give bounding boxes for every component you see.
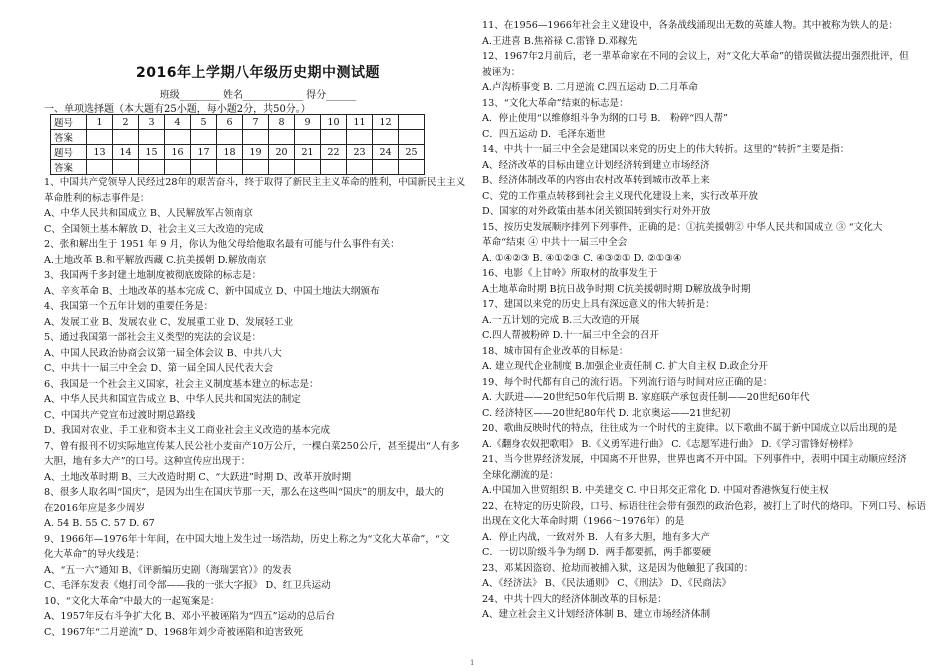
table-cell: 7	[243, 115, 269, 130]
question-line: C、全国领土基本解放 D、社会主义三大改造的完成	[44, 223, 264, 235]
question-line: A. 建立现代企业制度 B.加强企业责任制 C. 扩大自主权 D.政企分开	[482, 361, 769, 372]
table-header-cell: 答案	[51, 130, 87, 145]
question-line: D、国家的对外政策由基本闭关锁国转到实行对外开放	[482, 206, 711, 217]
table-cell: 23	[347, 145, 373, 160]
question-line: A、中国人民政治协商会议第一届全体会议 B、中共八大	[44, 347, 282, 359]
table-cell: 22	[321, 145, 347, 160]
table-cell: 13	[87, 145, 113, 160]
question-line: C、党的工作重点转移到社会主义现代化建设上来，实行改革开放	[482, 190, 758, 202]
question-line: 1、中国共产党领导人民经过28年的艰苦奋斗，终于取得了新民主主义革命的胜利，中国新民主主义	[44, 177, 466, 188]
table-cell: 8	[269, 115, 295, 130]
question-line: 大胆，地有多大产”的口号。这种宣传应出现于：	[44, 456, 251, 467]
question-line: 20、歌曲反映时代的特点，往往成为一个时代的主旋律。以下歌曲不属于新中国成立以后出现的是	[482, 423, 898, 434]
question-line: 9、1966年—1976年十年间，在中国大地上发生过一场浩劫，历史上称之为“文化大革命”，“文	[44, 533, 450, 545]
table-header-cell: 题号	[51, 145, 87, 160]
question-line: 2、张和解出生于 1951 年 9 月，你认为他父母给他取名最有可能与什么事件有关：	[44, 239, 400, 250]
question-line: 全球化潮流的是：	[482, 469, 559, 481]
table-cell: 18	[217, 145, 243, 160]
table-cell: 17	[191, 145, 217, 160]
question-line: A.卢沟桥事变 B. 二月逆流 C.四五运动 D.二月革命	[482, 82, 698, 93]
question-line: 22、在特定的历史阶段，口号、标语往往会带有强烈的政治色彩，被打上了时代的烙印。下列口号、标语	[482, 500, 926, 512]
question-line: A. 54 B. 55 C. 57 D. 67	[44, 518, 155, 529]
question-line: 21、当今世界经济发展，中国离不开世界，世界也离不开中国。下列事件中，表明中国主动顺应经济	[482, 454, 907, 465]
table-cell: 25	[399, 145, 425, 160]
question-line: A．停止使用“以维修组斗争为纲的口号 B． 粉碎“四人帮”	[482, 113, 728, 124]
question-line: A、建立社会主义计划经济体制 B、建立市场经济体制	[482, 609, 711, 620]
table-row	[51, 115, 425, 130]
question-line: 12、1967年2月前后，老一辈革命家在不同的会议上，对“文化大革命”的错误做法提出强烈批评，但	[482, 51, 909, 62]
question-line: 15、按历史发展顺序排列下列事件，正确的是：①抗美援朝② 中华人民共和国成立 ③ “文化大	[482, 221, 883, 233]
question-line: A、《经济法》 B、《民法通则》 C、《刑法》 D、《民商法》	[482, 578, 732, 589]
question-line: A、土地改革时期 B、三大改造时期 C、“大跃进”时期 D、改革开放时期	[44, 471, 351, 483]
question-line: 19、每个时代都有自己的流行语。下列流行语与时间对应正确的是：	[482, 376, 773, 388]
question-line: A.王进喜 B.焦裕禄 C.雷锋 D.邓稼先	[482, 35, 638, 47]
question-line: 革命“结束 ④ 中共十一届三中全会	[482, 237, 628, 248]
question-line: C、毛泽东发表《炮打司令部——我的一张大字报》 D、红卫兵运动	[44, 580, 331, 591]
table-cell: 21	[295, 145, 321, 160]
question-line: 13、“文化大革命”结束的标志是：	[482, 97, 629, 109]
question-line: A.中国加入世贸组织 B. 中美建交 C. 中日邦交正常化 D. 中国对香港恢复行使主权	[482, 485, 829, 496]
table-cell: 12	[373, 115, 399, 130]
question-line: C．四五运动 D．毛泽东逝世	[482, 128, 606, 140]
question-line: 出现在文化大革命时期（1966～1976年）的是	[482, 516, 685, 527]
answer-table	[50, 114, 425, 175]
table-cell: 10	[321, 115, 347, 130]
left-question-column	[44, 175, 465, 640]
table-header-cell: 答案	[51, 160, 87, 175]
question-line: 6、我国是一个社会主义国家，社会主义制度基本建立的标志是：	[44, 378, 319, 390]
question-line: A.土地改革 B.和平解放西藏 C.抗美援朝 D.解放南京	[44, 254, 267, 266]
question-line: C．一切以阶级斗争为纲 D．两手都要抓，两手都要硬	[482, 547, 712, 558]
question-line: A.《翻身农奴把歌唱》 B.《义勇军进行曲》 C.《志愿军进行曲》 D.《学习雷锋好榜样》	[482, 438, 858, 450]
table-cell: 4	[165, 115, 191, 130]
question-line: 8、很多人取名叫“国庆”，是因为出生在国庆节那一天，那么在这些叫“国庆”的朋友中，最大的	[44, 487, 444, 498]
table-cell: 20	[269, 145, 295, 160]
question-line: 17、建国以来党的历史上具有深远意义的伟大转折是：	[482, 299, 715, 310]
question-line: A．停止内战，一致对外 B．人有多大胆，地有多大产	[482, 531, 711, 543]
table-cell: 11	[347, 115, 373, 130]
table-cell: 19	[243, 145, 269, 160]
right-question-column	[482, 18, 926, 623]
question-line: A、中华人民共和国宣告成立 B、中华人民共和国宪法的制定	[44, 394, 301, 405]
student-info-line: 班级________ 姓名____________ 得分______	[159, 90, 357, 101]
question-line: 被诬为：	[482, 66, 521, 78]
question-line: 7、曾有报刊不切实际地宣传某人民公社小麦亩产10万公斤，一棵白菜250公斤，甚至提出“人有多	[44, 440, 460, 452]
table-cell: 1	[87, 115, 113, 130]
table-row	[51, 130, 425, 145]
table-row	[51, 145, 425, 160]
table-cell: 2	[113, 115, 139, 130]
question-line: A. 大跃进——20世纪50年代后期 B. 家庭联产承包责任制——20世纪60年代	[482, 392, 810, 403]
question-line: C、中共十一届三中全会 D、第一届全国人民代表大会	[44, 363, 274, 374]
question-line: 16、电影《上甘岭》所取材的故事发生于	[482, 268, 658, 279]
question-line: A、辛亥革命 B、土地改革的基本完成 C、新中国成立 D、中国土地法大纲颁布	[44, 285, 380, 297]
question-line: B、经济体制改革的内容由农村改革转到城市改革上来	[482, 175, 710, 186]
question-line: 11、在1956—1966年社会主义建设中，各条战线涌现出无数的英雄人物。其中被称为铁人的是：	[482, 20, 899, 31]
question-line: A.一五计划的完成 B.三大改造的开展	[482, 314, 640, 326]
question-line: C. 经济特区——20世纪80年代 D. 北京奥运——21世纪初	[482, 407, 731, 419]
question-line: 24、中共十四大的经济体制改革的目标是：	[482, 593, 667, 605]
question-line: 3、我国两千多封建土地制度被彻底废除的标志是：	[44, 270, 262, 281]
question-line: A、中华人民共和国成立 B、人民解放军占领南京	[44, 208, 253, 219]
question-line: C、中国共产党宣布过渡时期总路线	[44, 409, 196, 421]
table-cell: 3	[139, 115, 165, 130]
question-line: 在2016年应是多少周岁	[44, 502, 146, 514]
table-cell: 9	[295, 115, 321, 130]
table-header-cell: 题号	[51, 115, 87, 130]
table-cell: 15	[139, 145, 165, 160]
section-heading: 一、单项选择题（本大题有25小题，每小题2分，共50分。）	[44, 104, 311, 115]
question-line: A. ①④②③ B. ④①②③ C. ④③②① D. ②①③④	[482, 252, 682, 264]
question-line: A、“五一六”通知 B、《评新编历史剧（海瑞罢官）》的发表	[44, 564, 292, 576]
table-cell: 14	[113, 145, 139, 160]
question-line: 18、城市国有企业改革的目标是：	[482, 345, 629, 357]
table-cell	[399, 115, 425, 130]
page-title: 2016年上学期八年级历史期中测试题	[136, 65, 380, 81]
question-line: 化大革命”的导火线是：	[44, 549, 145, 560]
question-line: D、我国对农业、手工业和资本主义工商业社会主义改造的基本完成	[44, 425, 330, 436]
question-line: 10、“文化大革命”中最大的一起冤案是：	[44, 595, 220, 607]
table-cell: 5	[191, 115, 217, 130]
question-line: 革命胜利的标志事件是：	[44, 192, 150, 204]
page-number: 1	[470, 659, 475, 667]
question-line: A、1957年反右斗争扩大化 B、邓小平被诬陷为“四五”运动的总后台	[44, 611, 336, 622]
question-line: C.四人帮被粉碎 D.十一届三中全会的召开	[482, 330, 659, 341]
table-cell: 24	[373, 145, 399, 160]
table-row	[51, 160, 425, 175]
question-line: A、发展工业 B、发展农业 C、发展重工业 D、发展轻工业	[44, 316, 294, 328]
table-cell: 16	[165, 145, 191, 160]
question-line: 5、通过我国第一部社会主义类型的宪法的会议是：	[44, 332, 262, 343]
question-line: C、1967年“二月逆流” D、1968年刘少奇被诬陷和迫害致死	[44, 626, 304, 638]
question-line: A、经济改革的目标由建立计划经济转到建立市场经济	[482, 159, 710, 171]
question-line: 14、中共十一届三中全会是建国以来党的历史上的伟大转折。这里的“转折”主要是指：	[482, 144, 850, 155]
question-line: 23、邓某因盗窃、抢劫而被捕入狱，这是因为他触犯了我国的：	[482, 562, 754, 574]
table-cell: 6	[217, 115, 243, 130]
question-line: 4、我国第一个五年计划的重要任务是：	[44, 301, 214, 312]
question-line: A土地革命时期 B抗日战争时期 C抗美援朝时期 D解放战争时期	[482, 283, 751, 295]
